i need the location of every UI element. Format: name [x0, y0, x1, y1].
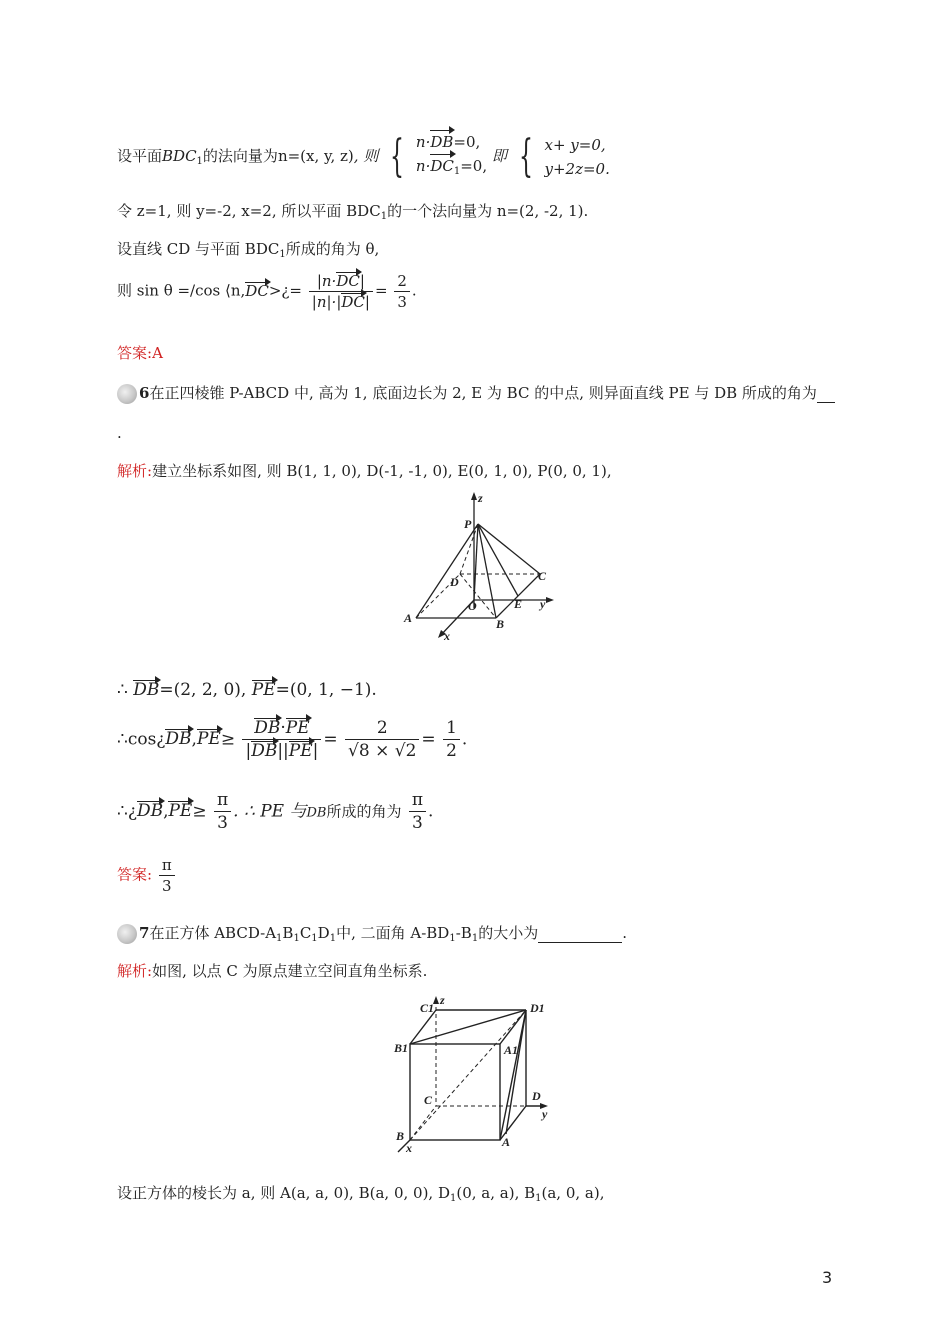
answer-1: 答案:A: [117, 344, 163, 362]
question-6-tail: .: [117, 424, 122, 442]
line-sin-theta: 则 sin θ =/cos ⟨n,DC>¿= $\frac{|n\cdot DC|}{|n|\cdot|DC|}$ = $\frac{2}{3}$ .: [117, 272, 417, 311]
svg-text:z: z: [478, 491, 483, 505]
svg-text:E: E: [514, 597, 523, 611]
equation-system-2: x+ y=0, y+2z=0.: [544, 136, 610, 178]
svg-text:B: B: [496, 617, 505, 631]
svg-text:D1: D1: [530, 1001, 545, 1015]
math-line-angle: ∴¿DB,PE≥ $\frac{\pi}{3}$ . ∴ PE 与DB所成的角为 $\frac{\pi}{3}$ .: [117, 790, 434, 834]
svg-text:C: C: [538, 569, 547, 583]
svg-text:C1: C1: [420, 1001, 435, 1015]
svg-text:y: y: [542, 1107, 548, 1121]
svg-text:P: P: [464, 517, 472, 531]
line-coordinates: 设正方体的棱长为 a, 则 A(a, a, 0), B(a, 0, 0), $D_1(0$, a, a), $B_1(a$, 0, a),: [117, 1184, 605, 1204]
svg-text:C: C: [424, 1093, 433, 1107]
solution-6: 解析:建立坐标系如图, 则 B(1, 1, 0), D(-1, -1, 0), E(0, 1, 0), P(0, 0, 1),: [117, 462, 612, 480]
sin-fraction: $\frac{|n\cdot DC|}{|n|\cdot|DC|}$: [309, 272, 373, 311]
question-7: 7在正方体 ABCD-$A_1B_1C_1D_1$中, 二面角 $A-BD_1-B_1$的大小为 .: [117, 924, 627, 945]
svg-text:z: z: [440, 994, 445, 1007]
question-6: 6在正四棱锥 P-ABCD 中, 高为 1, 底面边长为 2, E 为 BC 的中点, 则异面直线 PE 与 DB 所成的角为: [117, 384, 835, 404]
svg-text:O: O: [468, 599, 477, 613]
system-brace: {: [390, 131, 405, 182]
svg-text:B: B: [396, 1129, 405, 1143]
svg-text:D: D: [532, 1089, 541, 1103]
math-line-vectors: ∴ DB=(2, 2, 0), PE=(0, 1, −1).: [117, 680, 377, 700]
page-number: 3: [822, 1268, 833, 1287]
line-angle-def: 设直线 CD 与平面 $BDC_1$所成的角为 θ,: [117, 240, 380, 260]
answer-6: 答案: $\frac{\pi}{3}$: [117, 856, 177, 895]
svg-text:x: x: [444, 629, 450, 640]
svg-text:x: x: [406, 1141, 412, 1154]
svg-text:A: A: [404, 611, 413, 625]
svg-text:B1: B1: [394, 1041, 409, 1055]
pyramid-figure: [400, 490, 560, 640]
svg-text:A1: A1: [504, 1043, 519, 1057]
svg-text:y: y: [540, 597, 546, 611]
svg-text:A: A: [502, 1135, 511, 1149]
question-bullet-icon: [117, 924, 137, 944]
math-line-cos: ∴cos¿DB,PE≥ $\frac{DB\cdot PE}{|DB||PE|}$ = $\frac{2}{√8 \times √2}$ = $\frac{1}{2}$ .: [117, 718, 468, 762]
solution-7: 解析:如图, 以点 C 为原点建立空间直角坐标系.: [117, 962, 428, 980]
line-let-z: 令 z=1, 则 y=-2, x=2, 所以平面 $BDC_1$的一个法向量为 n=(2, -2, 1).: [117, 202, 589, 222]
cube-figure: [392, 994, 562, 1154]
equation-system-1: n·DB=0, $n\cdot DC_1=0$,: [416, 130, 487, 184]
line-normal-vector: 设平面$BDC_1$的法向量为n=(x, y, z), 则 { n·DB=0, $n\cdot DC_1=0$, 即 { x+ y=0, y+2z=0.: [117, 131, 610, 182]
svg-text:D: D: [450, 575, 459, 589]
question-bullet-icon: [117, 384, 137, 404]
